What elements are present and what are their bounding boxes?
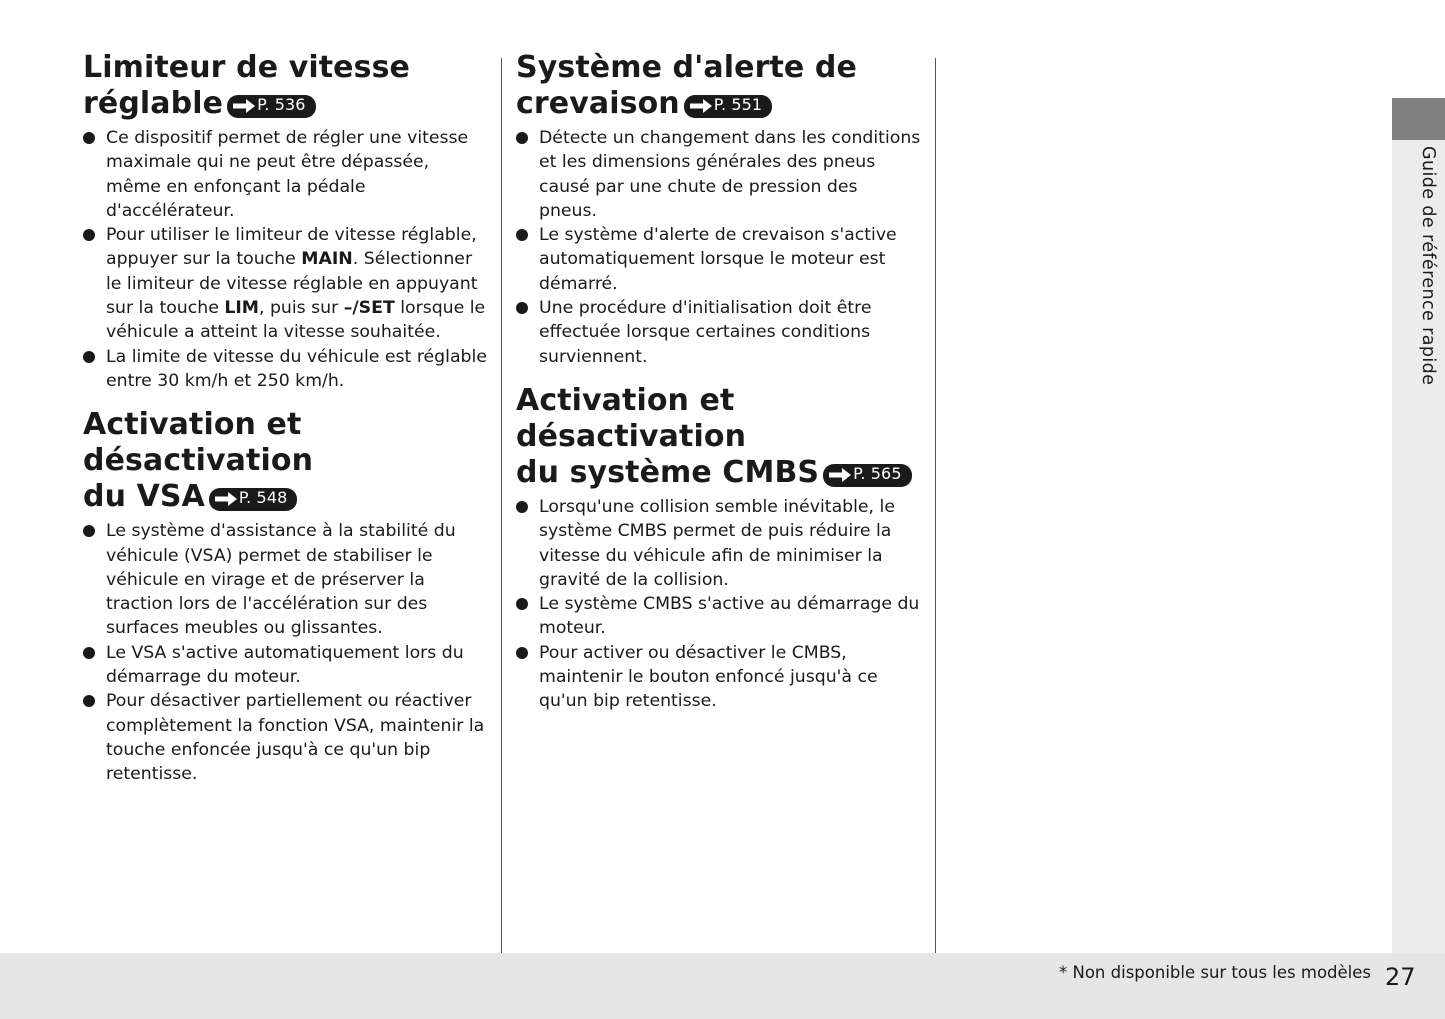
control-name: –/SET <box>343 298 395 319</box>
bullet-item <box>83 689 488 786</box>
bullet-text: Lorsqu'une collision semble inévitable, le système CMBS permet de puis réduire la vitesse du véhicule afin de minimiser la gravité de la collision. <box>539 496 895 590</box>
control-name: MAIN <box>301 249 353 270</box>
bullet-item <box>83 345 488 394</box>
section-limiteur-de-vitesse-reglable <box>83 50 488 393</box>
chapter-tab-marker <box>1392 98 1445 140</box>
bullet-text: Détecte un changement dans les conditions et les dimensions générales des pneus causé par une chute de pression des pneus. <box>539 128 921 221</box>
bullet-item <box>516 495 921 592</box>
arrow-right-icon <box>214 491 238 511</box>
page-reference-label: P. 565 <box>853 463 902 483</box>
page-reference-link[interactable] <box>209 488 297 511</box>
section-title <box>516 50 921 122</box>
bullet-list <box>516 126 921 369</box>
column-divider <box>501 58 502 954</box>
section-title-line: du VSA <box>83 479 205 515</box>
section-title <box>83 407 488 515</box>
bullet-text: lorsque le véhicule a atteint la vitesse souhaitée. <box>106 298 486 343</box>
bullet-text: Le système d'alerte de crevaison s'active automatiquement lorsque le moteur est démarré. <box>539 225 897 294</box>
bullet-list <box>516 495 921 714</box>
section-title-line: Activation et désactivation <box>516 382 747 454</box>
bullet-list <box>83 519 488 786</box>
section-title-line: du système CMBS <box>516 454 820 490</box>
section-title-line: Limiteur de vitesse <box>83 50 410 85</box>
column-divider <box>935 58 936 954</box>
bullet-text: Le système CMBS s'active au démarrage du moteur. <box>539 594 920 639</box>
section-title <box>83 50 488 122</box>
section-title-line: réglable <box>83 86 224 121</box>
page-reference-link[interactable] <box>823 464 911 487</box>
arrow-right-icon <box>689 98 713 118</box>
section-systeme-d-alerte-de-crevaison <box>516 50 921 369</box>
control-name: LIM <box>224 298 259 319</box>
bullet-text: , puis sur <box>258 298 344 319</box>
bullet-item <box>516 296 921 369</box>
page-reference-link[interactable] <box>684 95 772 118</box>
arrow-right-icon <box>232 98 256 118</box>
bullet-text: La limite de vitesse du véhicule est réglable entre 30 km/h et 250 km/h. <box>106 346 487 391</box>
section-title <box>516 383 921 491</box>
section-title-line: crevaison <box>516 86 680 121</box>
bullet-item <box>516 641 921 714</box>
bullet-text: Pour utiliser le limiteur de vitesse réglable, appuyer sur la touche <box>106 225 477 270</box>
bullet-text: . Sélectionner le limiteur de vitesse réglable en appuyant sur la touche <box>106 249 478 319</box>
bullet-item <box>516 223 921 296</box>
bullet-text: Le système d'assistance à la stabilité du véhicule (VSA) permet de stabiliser le véhicule en virage et de préserver la traction lors de l'accélération sur des surfaces meubles ou glissantes. <box>106 521 456 639</box>
page-reference-label: P. 536 <box>257 95 306 114</box>
arrow-right-icon <box>828 467 852 487</box>
section-activation-et-desactivation-du-vsa <box>83 407 488 786</box>
bullet-item <box>83 519 488 640</box>
bullet-item <box>83 223 488 344</box>
bullet-text: Une procédure d'initialisation doit être effectuée lorsque certaines conditions surviennent. <box>539 298 872 367</box>
bullet-text: Le VSA s'active automatiquement lors du démarrage du moteur. <box>106 642 464 688</box>
footnote: * Non disponible sur tous les modèles <box>1059 963 1372 982</box>
section-activation-et-desactivation-du-systeme-cmbs <box>516 383 921 714</box>
bullet-item <box>83 126 488 223</box>
bullet-text: Pour activer ou désactiver le CMBS, maintenir le bouton enfoncé jusqu'à ce qu'un bip retentisse. <box>539 642 878 712</box>
section-title-line: Activation et désactivation <box>83 407 314 479</box>
section-title-line: Système d'alerte de <box>516 50 857 85</box>
page-number: 27 <box>1385 963 1416 991</box>
bullet-item <box>516 126 921 223</box>
bullet-text: Pour désactiver partiellement ou réactiver complètement la fonction VSA, maintenir la touche enfoncée jusqu'à ce qu'un bip retentisse. <box>106 691 485 785</box>
bullet-item <box>516 592 921 641</box>
bullet-item <box>83 641 488 690</box>
bullet-list <box>83 126 488 393</box>
middle-column <box>516 50 921 728</box>
left-column <box>83 50 488 801</box>
page-reference-label: P. 548 <box>238 488 288 508</box>
chapter-side-label: Guide de référence rapide <box>1418 146 1438 386</box>
page-reference-link[interactable] <box>227 95 315 118</box>
bullet-text: Ce dispositif permet de régler une vitesse maximale qui ne peut être dépassée, même en enfonçant la pédale d'accélérateur. <box>106 128 469 221</box>
page-reference-label: P. 551 <box>713 95 763 114</box>
